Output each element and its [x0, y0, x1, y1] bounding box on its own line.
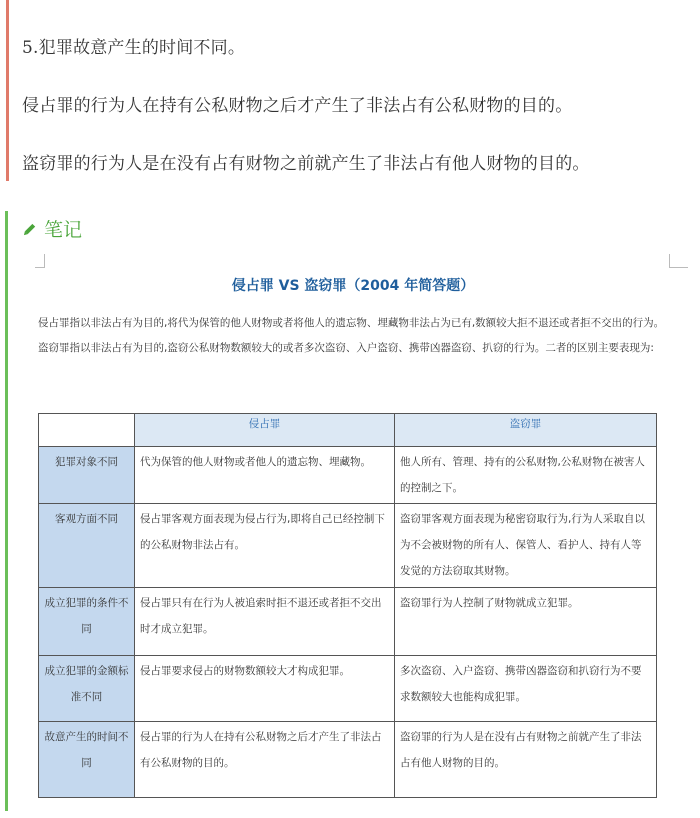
table-header-daoqie: 盗窃罪 — [395, 414, 657, 447]
row-cell-daoqie: 盗窃罪的行为人是在没有占有财物之前就产生了非法占有他人财物的目的。 — [395, 722, 657, 798]
table-header-blank — [39, 414, 135, 447]
table-header-qinzhan: 侵占罪 — [135, 414, 395, 447]
row-label: 犯罪对象不同 — [39, 447, 135, 504]
pencil-icon — [23, 221, 38, 236]
table-row — [39, 588, 657, 656]
table-row — [39, 722, 657, 798]
row-label: 故意产生的时间不同 — [39, 722, 135, 798]
table-row — [39, 447, 657, 504]
row-cell-daoqie: 多次盗窃、入户盗窃、携带凶器盗窃和扒窃行为不要求数额较大也能构成犯罪。 — [395, 656, 657, 722]
note-title: 侵占罪 VS 盗窃罪（2004 年简答题） — [231, 278, 475, 294]
crop-mark-left — [35, 254, 45, 268]
crop-mark-right — [669, 254, 688, 268]
row-label: 客观方面不同 — [39, 504, 135, 588]
note-intro: 侵占罪指以非法占有为目的,将代为保管的他人财物或者将他人的遗忘物、埋藏物非法占为已有,数额较大拒不退还或者拒不交出的行为。盗窃罪指以非法占有为目的,盗窃公私财物数额较大的或者多次盗窃、入户盗窃、携带凶器盗窃、扒窃的行为。二者的区别主要表现为: — [38, 317, 665, 354]
table-row — [39, 656, 657, 722]
row-cell-qinzhan: 侵占罪客观方面表现为侵占行为,即将自己已经控制下的公私财物非法占有。 — [135, 504, 395, 588]
excerpt-line-2: 侵占罪的行为人在持有公私财物之后才产生了非法占有公私财物的目的。 — [22, 96, 573, 116]
row-cell-qinzhan: 侵占罪要求侵占的财物数额较大才构成犯罪。 — [135, 656, 395, 722]
note-header[interactable] — [23, 215, 82, 242]
row-label: 成立犯罪的条件不同 — [39, 588, 135, 656]
excerpt-block — [6, 0, 699, 181]
note-block — [5, 211, 698, 811]
table-header-row — [39, 414, 657, 447]
table-row — [39, 504, 657, 588]
row-cell-qinzhan: 侵占罪只有在行为人被追索时拒不退还或者拒不交出时才成立犯罪。 — [135, 588, 395, 656]
comparison-table — [38, 413, 657, 798]
row-cell-qinzhan: 代为保管的他人财物或者他人的遗忘物、埋藏物。 — [135, 447, 395, 504]
row-label: 成立犯罪的金额标准不同 — [39, 656, 135, 722]
row-cell-daoqie: 盗窃罪客观方面表现为秘密窃取行为,行为人采取自以为不会被财物的所有人、保管人、看护人、持有人等发觉的方法窃取其财物。 — [395, 504, 657, 588]
row-cell-qinzhan: 侵占罪的行为人在持有公私财物之后才产生了非法占有公私财物的目的。 — [135, 722, 395, 798]
row-cell-daoqie: 他人所有、管理、持有的公私财物,公私财物在被害人的控制之下。 — [395, 447, 657, 504]
excerpt-line-3: 盗窃罪的行为人是在没有占有财物之前就产生了非法占有他人财物的目的。 — [22, 154, 590, 174]
note-header-label: 笔记 — [44, 219, 83, 241]
row-cell-daoqie: 盗窃罪行为人控制了财物就成立犯罪。 — [395, 588, 657, 656]
excerpt-line-1: 5.犯罪故意产生的时间不同。 — [22, 38, 246, 58]
